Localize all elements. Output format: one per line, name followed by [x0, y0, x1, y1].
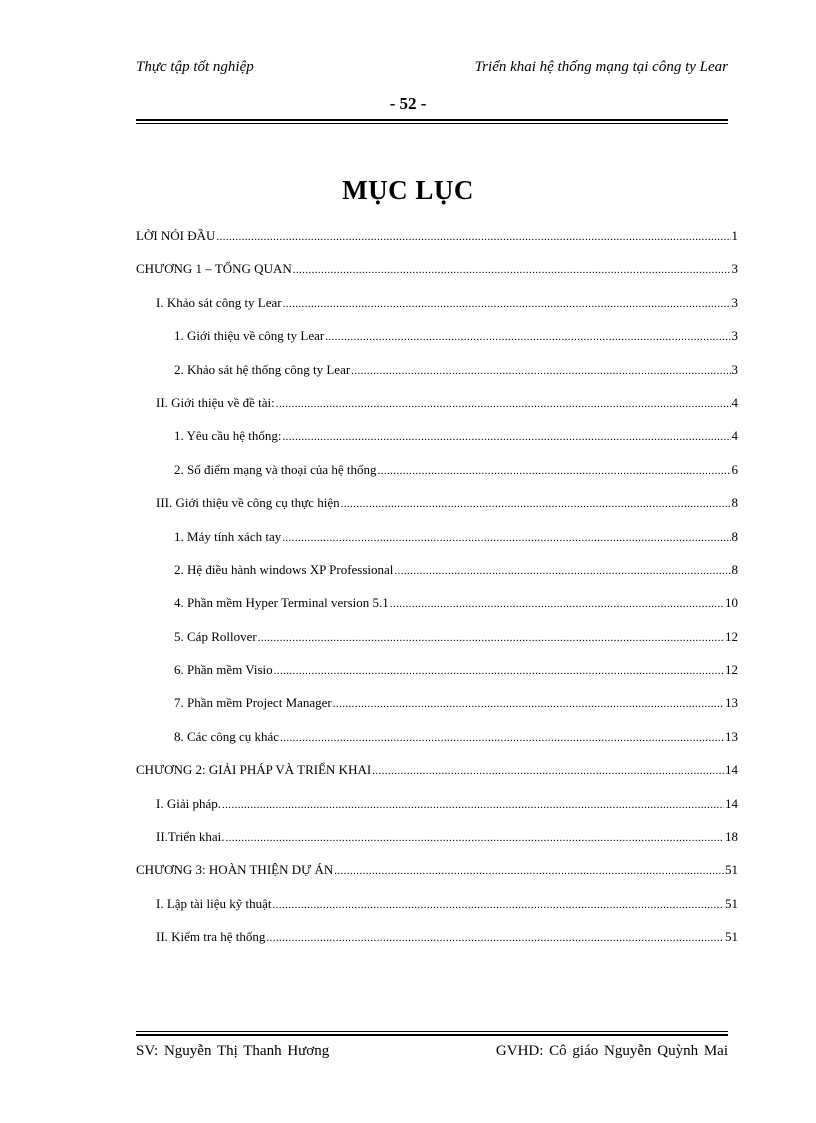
toc-entry-label: LỜI NÓI ĐẦU	[136, 228, 216, 243]
toc-entry-label: CHƯƠNG 2: GIẢI PHÁP VÀ TRIỂN KHAI	[136, 762, 372, 778]
toc-entry-page-number: 1	[731, 228, 738, 243]
header-right-text: Triển khai hệ thống mạng tại công ty Lear	[474, 59, 728, 75]
footer-supervisor: GVHD: Cô giáo Nguyễn Quỳnh Mai	[495, 1043, 728, 1059]
toc-entry-label: 2. Số điểm mạng và thoại của hệ thống	[174, 461, 377, 477]
toc-entry[interactable]	[136, 392, 738, 425]
toc-entry-label: CHƯƠNG 1 – TỔNG QUAN	[136, 261, 292, 277]
toc-entry[interactable]	[136, 926, 738, 959]
toc-entry-label: 4. Phần mềm Hyper Terminal version 5.1	[174, 595, 389, 611]
toc-dot-leader	[222, 796, 724, 814]
toc-entry[interactable]	[136, 726, 738, 759]
toc-entry-page-number: 3	[731, 294, 738, 310]
toc-entry[interactable]	[136, 859, 738, 892]
toc-dot-leader	[394, 562, 730, 580]
toc-entry[interactable]	[136, 292, 738, 325]
toc-dot-leader	[390, 595, 724, 613]
toc-entry[interactable]	[136, 659, 738, 692]
toc-entry-page-number: 14	[725, 762, 738, 778]
toc-dot-leader	[266, 929, 724, 947]
toc-entry-page-number: 51	[725, 862, 738, 878]
toc-entry[interactable]	[136, 759, 738, 792]
page-title: MỤC LỤC	[342, 175, 474, 205]
toc-entry-page-number: 8	[731, 561, 738, 577]
toc-entry-label: II. Kiểm tra hệ thống	[156, 929, 266, 945]
toc-entry[interactable]	[136, 692, 738, 725]
footer-rule-thin	[136, 1031, 728, 1032]
toc-entry[interactable]	[136, 592, 738, 625]
toc-dot-leader	[372, 762, 724, 780]
table-of-contents	[136, 225, 738, 960]
toc-dot-leader	[351, 362, 730, 380]
toc-dot-leader	[226, 829, 725, 847]
toc-entry[interactable]	[136, 626, 738, 659]
toc-dot-leader	[280, 729, 724, 747]
header-rule-thick	[136, 119, 728, 121]
header-left-text: Thực tập tốt nghiệp	[136, 59, 254, 75]
toc-entry-page-number: 3	[731, 361, 738, 377]
toc-entry-label: 1. Máy tính xách tay	[174, 528, 282, 544]
toc-entry[interactable]	[136, 425, 738, 458]
toc-dot-leader	[341, 495, 731, 513]
toc-dot-leader	[282, 428, 730, 446]
toc-entry-page-number: 4	[731, 428, 738, 444]
header-rule-thin	[136, 123, 728, 124]
toc-entry-label: 2. Khảo sát hệ thống công ty Lear	[174, 361, 351, 377]
toc-entry[interactable]	[136, 492, 738, 525]
toc-dot-leader	[273, 896, 724, 914]
toc-entry-label: 1. Yêu cầu hệ thống:	[174, 428, 282, 444]
toc-entry[interactable]	[136, 559, 738, 592]
toc-dot-leader	[282, 529, 730, 547]
page-number: - 52 -	[389, 94, 427, 113]
toc-entry-page-number: 10	[725, 595, 738, 611]
toc-entry-label: II. Giới thiệu về đề tài:	[156, 394, 275, 410]
toc-dot-leader	[334, 862, 724, 880]
toc-entry-label: 7. Phần mềm Project Manager	[174, 695, 332, 711]
footer-rule-thick	[136, 1034, 728, 1036]
toc-entry[interactable]	[136, 459, 738, 492]
toc-entry-page-number: 12	[725, 662, 738, 678]
toc-entry-label: 2. Hệ điều hành windows XP Professional	[174, 561, 394, 577]
toc-dot-leader	[333, 695, 724, 713]
toc-dot-leader	[274, 662, 724, 680]
toc-dot-leader	[378, 462, 731, 480]
toc-entry-label: 8. Các công cụ khác	[174, 728, 280, 744]
toc-entry-page-number: 3	[731, 328, 738, 344]
toc-entry-label: 6. Phần mềm Visio	[174, 662, 273, 678]
toc-entry[interactable]	[136, 526, 738, 559]
toc-entry[interactable]	[136, 793, 738, 826]
footer-student: SV: Nguyễn Thị Thanh Hương	[136, 1043, 330, 1059]
toc-dot-leader	[293, 261, 731, 279]
toc-entry-page-number: 51	[725, 929, 738, 945]
toc-entry-label: I. Giải pháp.	[156, 795, 221, 811]
toc-entry-page-number: 14	[725, 795, 738, 811]
toc-entry-page-number: 13	[725, 695, 738, 711]
toc-entry-page-number: 51	[725, 895, 738, 911]
toc-dot-leader	[258, 629, 724, 647]
toc-entry-page-number: 6	[731, 461, 738, 477]
toc-entry-label: 1. Giới thiệu về công ty Lear	[174, 328, 325, 344]
toc-entry-page-number: 8	[731, 528, 738, 544]
toc-entry-label: CHƯƠNG 3: HOÀN THIỆN DỰ ÁN	[136, 862, 334, 878]
toc-entry-label: I. Khảo sát công ty Lear	[156, 294, 282, 310]
toc-entry-page-number: 18	[725, 829, 738, 845]
toc-entry[interactable]	[136, 225, 738, 258]
toc-dot-leader	[283, 295, 731, 313]
toc-entry-label: I. Lập tài liệu kỹ thuật	[156, 895, 272, 911]
toc-entry-label: II.Triển khai.	[156, 829, 225, 845]
toc-dot-leader	[276, 395, 731, 413]
toc-entry-page-number: 8	[731, 495, 738, 511]
toc-dot-leader	[216, 228, 730, 246]
toc-dot-leader	[325, 328, 730, 346]
toc-entry[interactable]	[136, 359, 738, 392]
toc-entry-page-number: 4	[731, 394, 738, 410]
toc-entry-label: III. Giới thiệu về công cụ thực hiện	[156, 495, 340, 511]
toc-entry[interactable]	[136, 893, 738, 926]
toc-entry[interactable]	[136, 325, 738, 358]
toc-entry-label: 5. Cáp Rollover	[174, 628, 257, 644]
toc-entry[interactable]	[136, 826, 738, 859]
toc-entry-page-number: 12	[725, 628, 738, 644]
toc-entry-page-number: 13	[725, 728, 738, 744]
toc-entry-page-number: 3	[731, 261, 738, 277]
toc-entry[interactable]	[136, 258, 738, 291]
